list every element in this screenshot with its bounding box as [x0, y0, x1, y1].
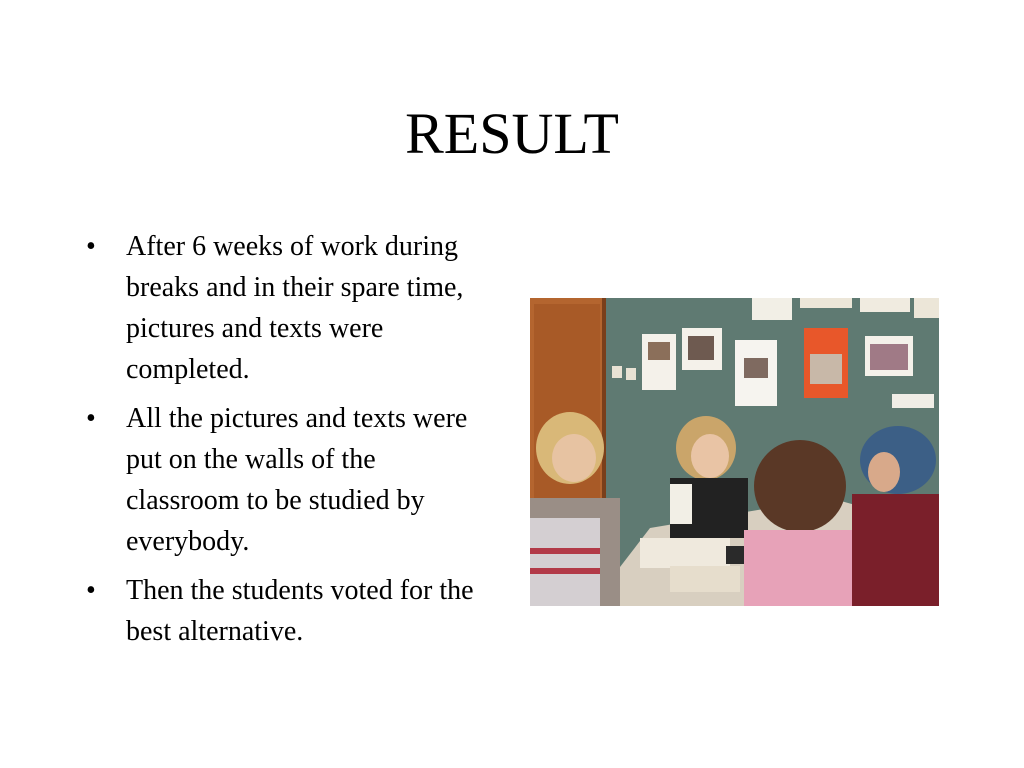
- classroom-photo: [530, 298, 939, 606]
- bullet-item: [82, 570, 492, 652]
- bullet-marker: •: [86, 575, 96, 606]
- bullet-text: All the pictures and texts were put on the walls of the classroom to be studied by everybody.: [126, 403, 468, 557]
- bullet-marker: •: [86, 231, 96, 262]
- bullet-item: [82, 398, 492, 562]
- bullet-marker: •: [86, 403, 96, 434]
- bullet-list: [82, 226, 492, 660]
- bullet-text: After 6 weeks of work during breaks and in their spare time, pictures and texts were completed.: [126, 231, 464, 385]
- bullet-item: [82, 226, 492, 390]
- bullet-text: Then the students voted for the best alternative.: [126, 575, 474, 647]
- slide-title: RESULT: [405, 101, 619, 166]
